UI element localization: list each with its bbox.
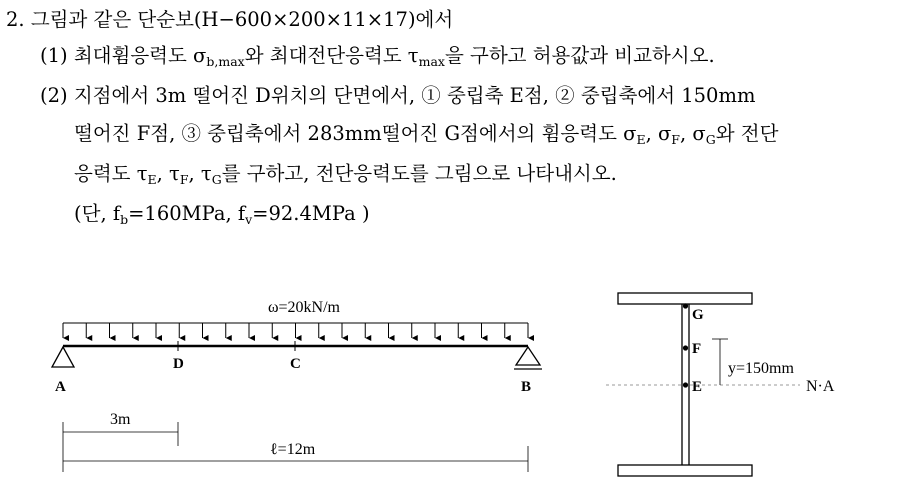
subscript-bmax: b,max xyxy=(206,54,245,69)
question-1-text-a: 최대휨응력도 σ xyxy=(73,44,207,67)
question-2-text-line-1: 지점에서 3m 떨어진 D위치의 단면에서, ① 중립축 E점, ② 중립축에서 150mm xyxy=(73,84,756,107)
load-label: ω=20kN/m xyxy=(268,299,340,316)
problem-number: 2. xyxy=(6,8,25,31)
dim-span-label: ℓ=12m xyxy=(270,441,316,458)
subscript-g: G xyxy=(211,172,222,187)
question-2-text-line-2: 떨어진 F점, ③ 중립축에서 283mm떨어진 G점에서의 휨응력도 σ xyxy=(74,122,637,145)
label-f: F xyxy=(692,341,702,357)
point-g-dot xyxy=(683,303,688,308)
bottom-flange xyxy=(618,465,752,476)
label-b: B xyxy=(521,379,532,395)
subscript-b: b xyxy=(120,212,129,227)
point-f-dot xyxy=(683,345,688,350)
question-1-text-c: 을 구하고 허용값과 비교하시오. xyxy=(444,44,715,67)
distributed-load-arrows xyxy=(63,323,528,338)
label-e: E xyxy=(692,379,703,395)
subscript-max: max xyxy=(418,54,445,69)
sep: , τ xyxy=(156,162,180,185)
dim-y-label: y=150mm xyxy=(728,360,794,377)
condition-text-a: (단, f xyxy=(74,202,121,225)
question-2-number: (2) xyxy=(40,84,68,107)
dim-3m-label: 3m xyxy=(110,411,131,428)
question-1-text-b: 와 최대전단응력도 τ xyxy=(244,44,419,67)
question-2-text-line-2-end: 와 전단 xyxy=(715,122,779,145)
question-2-text-line-3: 응력도 τ xyxy=(74,162,148,185)
neutral-axis-label: N·A xyxy=(806,378,835,395)
condition-text-c: =92.4MPa ) xyxy=(252,202,370,225)
question-2-text-line-3-end: 를 구하고, 전단응력도를 그림으로 나타내시오. xyxy=(221,162,617,185)
label-d: D xyxy=(173,356,184,372)
label-a: A xyxy=(55,379,66,395)
top-flange xyxy=(618,293,752,304)
point-e-dot xyxy=(683,382,688,387)
label-c: C xyxy=(290,356,301,372)
subscript-g: G xyxy=(705,132,716,147)
condition-text-b: =160MPa, f xyxy=(128,202,246,225)
beam-diagram xyxy=(52,299,542,472)
support-roller-b xyxy=(514,347,542,369)
h-section-diagram xyxy=(606,293,835,476)
subscript-e: E xyxy=(147,172,157,187)
sep: , σ xyxy=(679,122,706,145)
support-pin-a xyxy=(52,347,74,367)
subscript-f: F xyxy=(179,172,189,187)
subscript-v: v xyxy=(245,212,253,227)
sep: , τ xyxy=(188,162,212,185)
problem-intro-text: 그림과 같은 단순보(H−600×200×11×17)에서 xyxy=(30,8,454,31)
subscript-f: F xyxy=(671,132,680,147)
subscript-e: E xyxy=(636,132,646,147)
label-g: G xyxy=(692,307,704,323)
question-1-number: (1) xyxy=(40,44,68,67)
sep: , σ xyxy=(645,122,672,145)
